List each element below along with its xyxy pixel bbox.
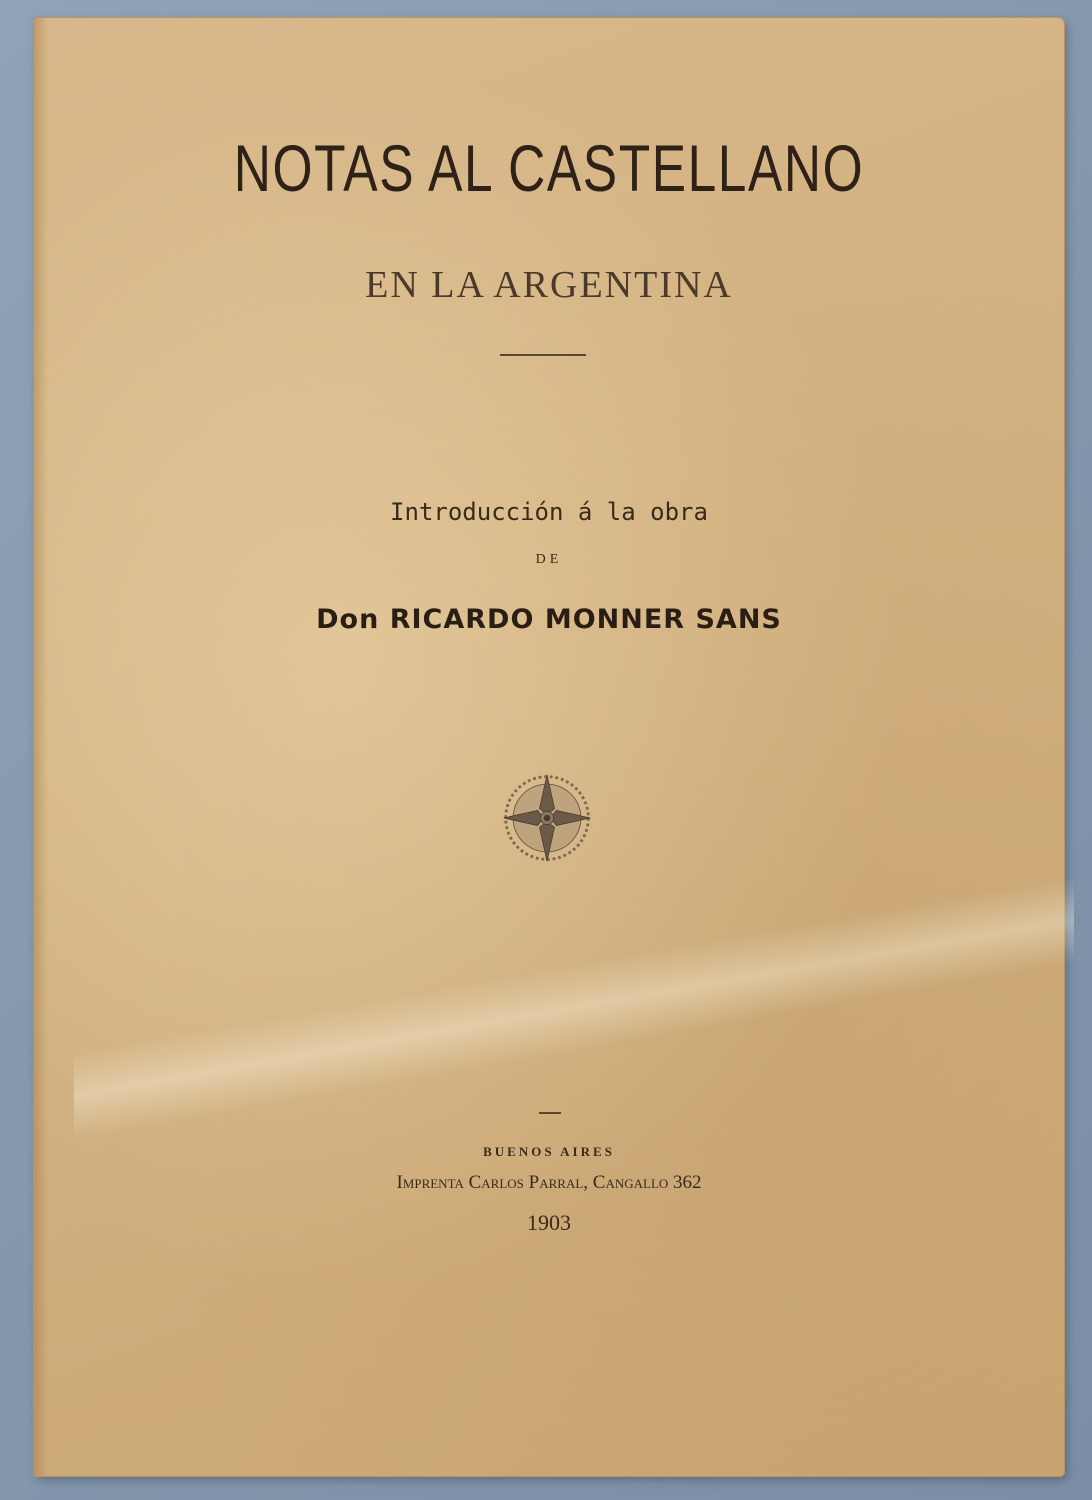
book-cover: [34, 18, 1064, 1476]
author-name: Don RICARDO MONNER SANS: [316, 604, 782, 635]
publication-year: 1903: [527, 1210, 571, 1235]
publisher-name: Imprenta Carlos Parral, Cangallo 362: [396, 1172, 702, 1193]
book-subtitle: EN LA ARGENTINA: [365, 264, 733, 306]
small-divider-rule: [539, 1112, 561, 1114]
de-line: DE: [535, 552, 563, 567]
cover-worn-edge: [34, 18, 48, 1476]
book-title: NOTAS AL CASTELLANO: [233, 131, 865, 205]
cross-flower-ornament-icon: [500, 771, 594, 865]
divider-rule: [500, 354, 586, 356]
intro-line: Introducción á la obra: [390, 498, 708, 526]
cover-crease: [74, 878, 1074, 1138]
publisher-city: BUENOS AIRES: [483, 1144, 615, 1159]
